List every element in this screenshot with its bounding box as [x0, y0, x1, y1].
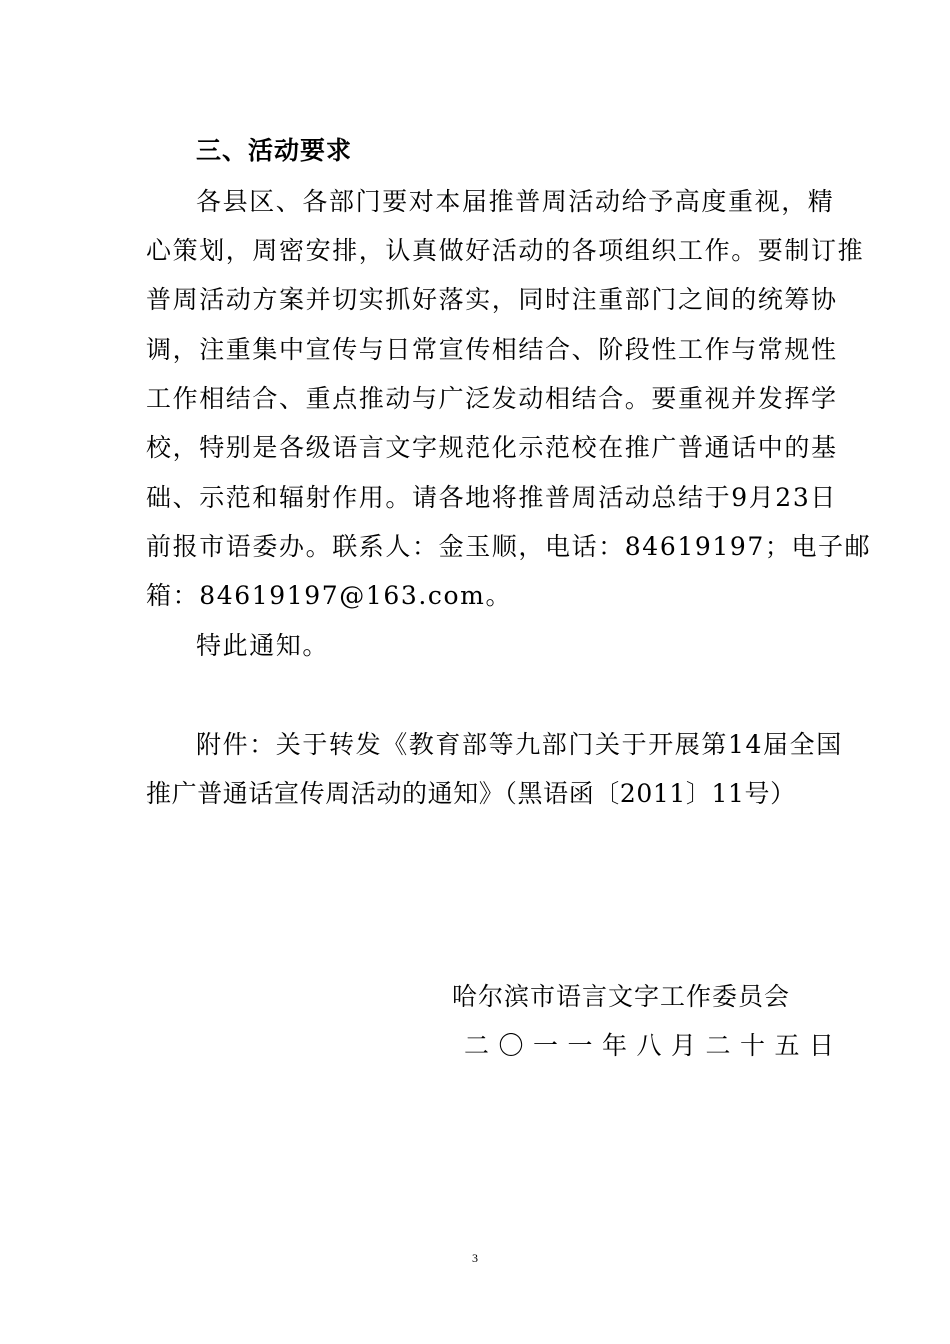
closing-text: 特此通知。 [196, 631, 330, 660]
section-heading: 三、活动要求 [196, 136, 353, 165]
paragraph-line: 心策划，周密安排，认真做好活动的各项组织工作。要制订推 [146, 236, 865, 265]
signature-date: 二〇一一年八月二十五日 [464, 1031, 844, 1060]
paragraph-line: 调，注重集中宣传与日常宣传相结合、阶段性工作与常规性 [146, 335, 838, 364]
paragraph-line: 工作相结合、重点推动与广泛发动相结合。要重视并发挥学 [146, 384, 838, 413]
paragraph-line: 校，特别是各级语言文字规范化示范校在推广普通话中的基 [146, 433, 838, 462]
attachment-line: 附件：关于转发《教育部等九部门关于开展第14届全国 [196, 730, 843, 759]
paragraph-line: 础、示范和辐射作用。请各地将推普周活动总结于9月23日 [146, 483, 837, 512]
page-number: 3 [472, 1251, 478, 1265]
attachment-line: 推广普通话宣传周活动的通知》（黑语函〔2011〕11号） [146, 779, 796, 808]
paragraph-line: 箱：84619197@163.com。 [146, 581, 513, 610]
paragraph-line: 普周活动方案并切实抓好落实，同时注重部门之间的统筹协 [146, 285, 838, 314]
signature-organization: 哈尔滨市语言文字工作委员会 [452, 982, 791, 1011]
paragraph-line: 各县区、各部门要对本届推普周活动给予高度重视，精 [196, 187, 835, 216]
paragraph-line: 前报市语委办。联系人：金玉顺，电话：84619197；电子邮 [146, 532, 872, 561]
